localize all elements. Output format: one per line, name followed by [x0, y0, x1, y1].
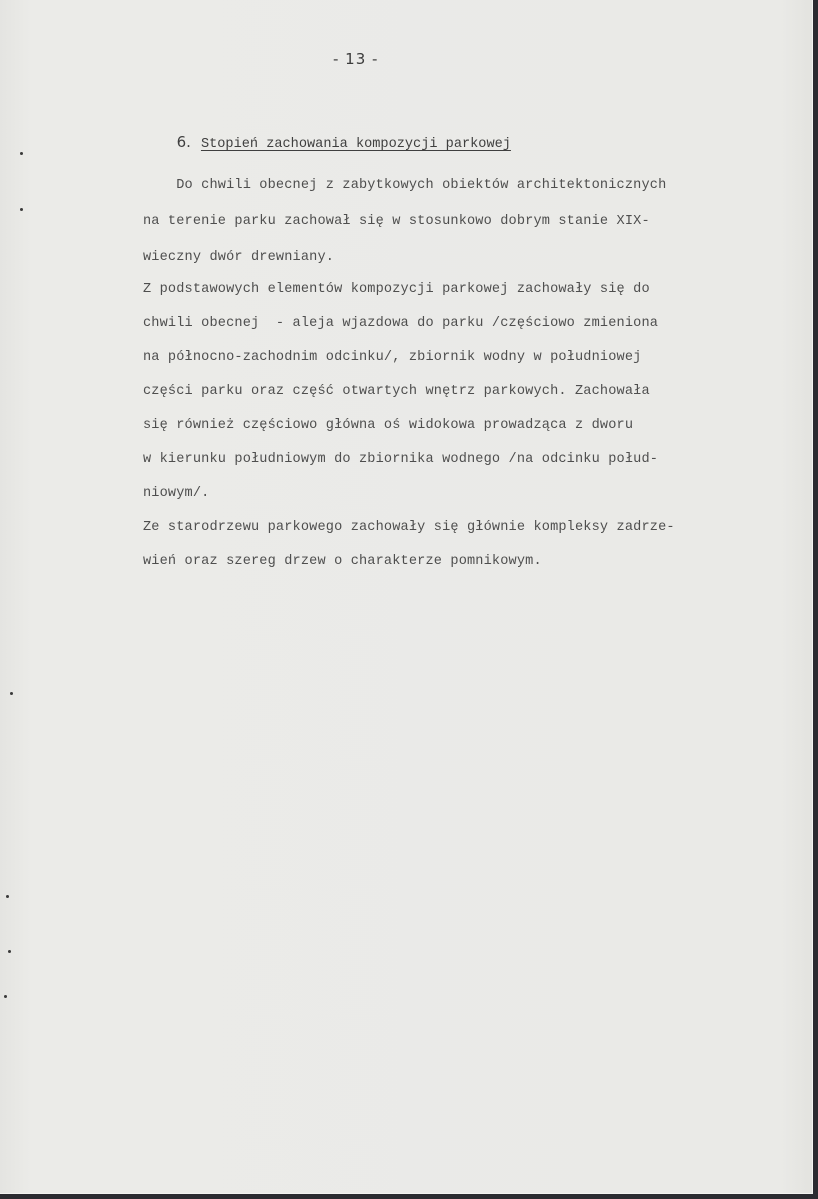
section-number: 6. [176, 133, 191, 151]
body-line: wień oraz szereg drzew o charakterze pomnikowym. [143, 554, 542, 569]
punch-mark [8, 950, 11, 953]
body-line: niowym/. [143, 486, 210, 501]
body-line: wieczny dwór drewniany. [143, 250, 335, 265]
punch-mark [20, 208, 23, 211]
body-line: Ze starodrzewu parkowego zachowały się głównie kompleksy zadrze- [143, 520, 675, 535]
punch-mark [20, 152, 23, 155]
page-number: - 13 - [333, 50, 379, 68]
body-line: części parku oraz część otwartych wnętrz parkowych. Zachowała [143, 384, 650, 399]
body-line: się również częściowo główna oś widokowa prowadząca z dworu [143, 418, 634, 433]
body-line: Do chwili obecnej z zabytkowych obiektów architektonicznych [143, 178, 667, 193]
body-line: chwili obecnej - aleja wjazdowa do parku /częściowo zmieniona [143, 316, 659, 331]
body-line: Z podstawowych elementów kompozycji parkowej zachowały się do [143, 282, 650, 297]
body-line: w kierunku południowym do zbiornika wodnego /na odcinku połud- [143, 452, 659, 467]
punch-mark [4, 995, 7, 998]
body-line: na północno-zachodnim odcinku/, zbiornik wodny w południowej [143, 350, 642, 365]
section-title: Stopień zachowania kompozycji parkowej [200, 137, 511, 152]
punch-mark [10, 692, 13, 695]
punch-mark [6, 895, 9, 898]
section-heading [144, 118, 511, 167]
body-line: na terenie parku zachował się w stosunkowo dobrym stanie XIX- [143, 214, 650, 229]
